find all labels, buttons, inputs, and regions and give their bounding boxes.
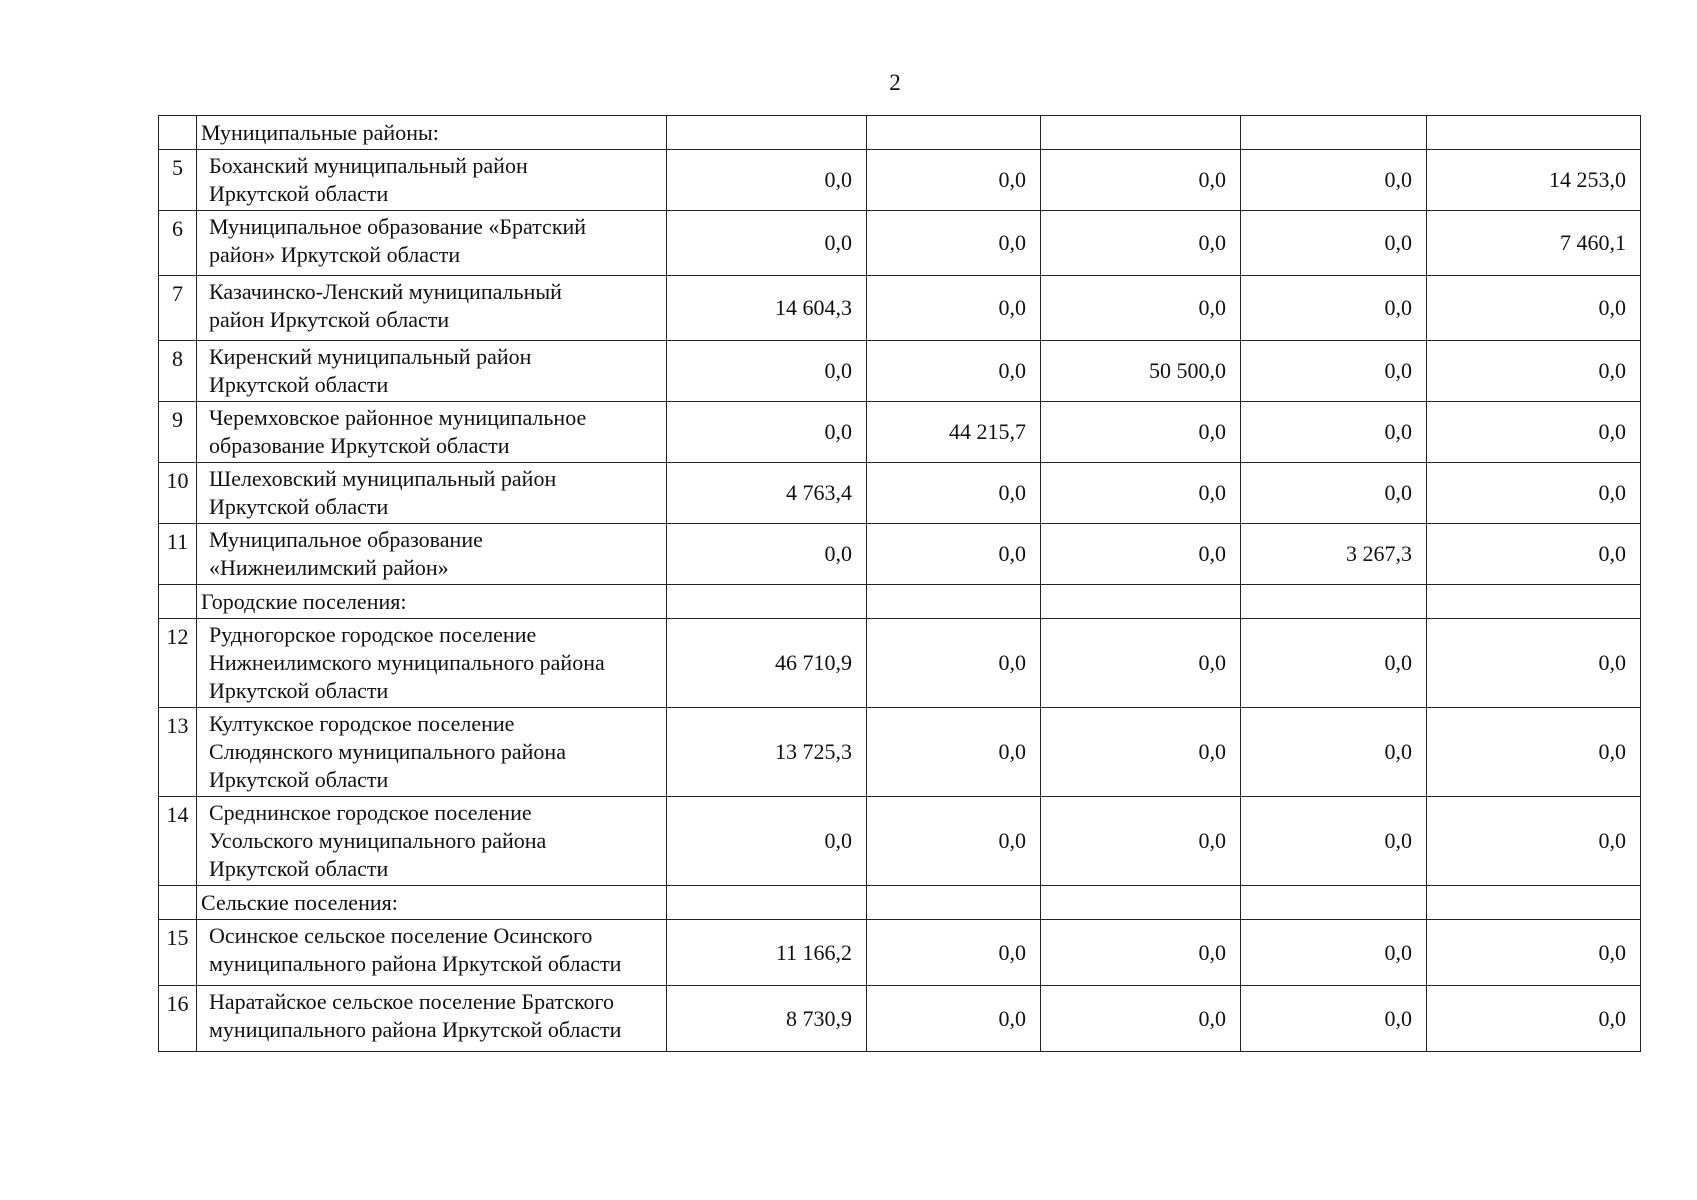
amount-cell: 0,0 bbox=[1427, 524, 1641, 585]
section-empty-cell bbox=[1041, 886, 1241, 920]
amount-cell: 0,0 bbox=[1427, 402, 1641, 463]
municipality-name bbox=[197, 797, 667, 886]
amount-cell: 0,0 bbox=[867, 797, 1041, 886]
section-number-cell bbox=[159, 585, 197, 619]
amount-cell: 14 604,3 bbox=[667, 276, 867, 341]
municipality-name-line: Култукское городское поселение bbox=[209, 711, 515, 736]
section-empty-cell bbox=[1427, 116, 1641, 150]
table-row bbox=[159, 708, 1641, 797]
row-number: 11 bbox=[159, 524, 197, 585]
amount-cell: 0,0 bbox=[1041, 797, 1241, 886]
amount-cell: 0,0 bbox=[1427, 276, 1641, 341]
municipality-name bbox=[197, 341, 667, 402]
amount-cell: 0,0 bbox=[1241, 986, 1427, 1052]
section-title: Муниципальные районы: bbox=[197, 116, 667, 150]
amount-cell: 0,0 bbox=[1041, 463, 1241, 524]
funding-table bbox=[158, 115, 1641, 1052]
municipality-name-line: муниципального района Иркутской области bbox=[209, 951, 622, 976]
municipality-name-line: Иркутской области bbox=[209, 767, 389, 792]
page-number: 2 bbox=[889, 70, 901, 95]
amount-cell: 0,0 bbox=[1041, 150, 1241, 211]
amount-cell: 0,0 bbox=[1041, 619, 1241, 708]
row-number: 14 bbox=[159, 797, 197, 886]
row-number: 16 bbox=[159, 986, 197, 1052]
municipality-name bbox=[197, 524, 667, 585]
amount-cell: 0,0 bbox=[867, 341, 1041, 402]
municipality-name bbox=[197, 402, 667, 463]
table-row bbox=[159, 797, 1641, 886]
table-row bbox=[159, 402, 1641, 463]
amount-cell: 0,0 bbox=[1041, 920, 1241, 986]
row-number: 7 bbox=[159, 276, 197, 341]
amount-cell: 7 460,1 bbox=[1427, 211, 1641, 276]
municipality-name-line: Иркутской области bbox=[209, 856, 389, 881]
amount-cell: 44 215,7 bbox=[867, 402, 1041, 463]
section-empty-cell bbox=[667, 585, 867, 619]
municipality-name-line: Боханский муниципальный район bbox=[209, 153, 528, 178]
section-empty-cell bbox=[867, 585, 1041, 619]
municipality-name bbox=[197, 276, 667, 341]
amount-cell: 13 725,3 bbox=[667, 708, 867, 797]
amount-cell: 0,0 bbox=[867, 463, 1041, 524]
amount-cell: 0,0 bbox=[867, 150, 1041, 211]
section-empty-cell bbox=[1241, 116, 1427, 150]
amount-cell: 0,0 bbox=[1241, 708, 1427, 797]
municipality-name bbox=[197, 920, 667, 986]
municipality-name bbox=[197, 708, 667, 797]
municipality-name-line: Среднинское городское поселение bbox=[209, 800, 532, 825]
municipality-name-line: образование Иркутской области bbox=[209, 433, 510, 458]
municipality-name-line: Муниципальное образование «Братский bbox=[209, 214, 587, 239]
amount-cell: 0,0 bbox=[1427, 341, 1641, 402]
section-empty-cell bbox=[1427, 886, 1641, 920]
amount-cell: 0,0 bbox=[1427, 986, 1641, 1052]
row-number: 9 bbox=[159, 402, 197, 463]
section-title: Сельские поселения: bbox=[197, 886, 667, 920]
amount-cell: 0,0 bbox=[867, 920, 1041, 986]
row-number: 15 bbox=[159, 920, 197, 986]
amount-cell: 0,0 bbox=[667, 150, 867, 211]
section-empty-cell bbox=[1241, 585, 1427, 619]
amount-cell: 0,0 bbox=[1241, 341, 1427, 402]
row-number: 13 bbox=[159, 708, 197, 797]
amount-cell: 0,0 bbox=[667, 797, 867, 886]
amount-cell: 0,0 bbox=[1241, 920, 1427, 986]
amount-cell: 8 730,9 bbox=[667, 986, 867, 1052]
municipality-name bbox=[197, 463, 667, 524]
amount-cell: 46 710,9 bbox=[667, 619, 867, 708]
municipality-name-line: Иркутской области bbox=[209, 372, 389, 397]
amount-cell: 0,0 bbox=[867, 276, 1041, 341]
amount-cell: 0,0 bbox=[1041, 986, 1241, 1052]
amount-cell: 0,0 bbox=[1427, 797, 1641, 886]
table-row bbox=[159, 276, 1641, 341]
amount-cell: 0,0 bbox=[1241, 402, 1427, 463]
table-row bbox=[159, 341, 1641, 402]
row-number: 12 bbox=[159, 619, 197, 708]
amount-cell: 0,0 bbox=[1241, 150, 1427, 211]
section-empty-cell bbox=[1241, 886, 1427, 920]
amount-cell: 0,0 bbox=[667, 524, 867, 585]
table-row bbox=[159, 463, 1641, 524]
amount-cell: 0,0 bbox=[1241, 797, 1427, 886]
amount-cell: 0,0 bbox=[1041, 211, 1241, 276]
amount-cell: 0,0 bbox=[867, 619, 1041, 708]
municipality-name-line: Наратайское сельское поселение Братского bbox=[209, 989, 615, 1014]
section-header-row bbox=[159, 116, 1641, 150]
amount-cell: 0,0 bbox=[1427, 463, 1641, 524]
municipality-name-line: Киренский муниципальный район bbox=[209, 344, 532, 369]
section-header-row bbox=[159, 585, 1641, 619]
municipality-name-line: Иркутской области bbox=[209, 494, 389, 519]
section-header-row bbox=[159, 886, 1641, 920]
municipality-name bbox=[197, 986, 667, 1052]
amount-cell: 0,0 bbox=[1427, 920, 1641, 986]
table-row bbox=[159, 211, 1641, 276]
table-row bbox=[159, 920, 1641, 986]
amount-cell: 50 500,0 bbox=[1041, 341, 1241, 402]
municipality-name-line: муниципального района Иркутской области bbox=[209, 1017, 622, 1042]
amount-cell: 0,0 bbox=[1427, 619, 1641, 708]
municipality-name-line: Иркутской области bbox=[209, 181, 389, 206]
municipality-name-line: «Нижнеилимский район» bbox=[209, 555, 449, 580]
table-row bbox=[159, 524, 1641, 585]
municipality-name-line: район» Иркутской области bbox=[209, 242, 461, 267]
row-number: 10 bbox=[159, 463, 197, 524]
municipality-name-line: Осинское сельское поселение Осинского bbox=[209, 923, 593, 948]
municipality-name-line: Нижнеилимского муниципального района bbox=[209, 650, 605, 675]
row-number: 6 bbox=[159, 211, 197, 276]
amount-cell: 0,0 bbox=[867, 708, 1041, 797]
amount-cell: 3 267,3 bbox=[1241, 524, 1427, 585]
amount-cell: 0,0 bbox=[1241, 619, 1427, 708]
section-empty-cell bbox=[867, 116, 1041, 150]
amount-cell: 0,0 bbox=[1041, 708, 1241, 797]
section-empty-cell bbox=[867, 886, 1041, 920]
section-number-cell bbox=[159, 886, 197, 920]
municipality-name bbox=[197, 150, 667, 211]
amount-cell: 14 253,0 bbox=[1427, 150, 1641, 211]
amount-cell: 4 763,4 bbox=[667, 463, 867, 524]
amount-cell: 0,0 bbox=[1041, 402, 1241, 463]
section-number-cell bbox=[159, 116, 197, 150]
amount-cell: 0,0 bbox=[1241, 211, 1427, 276]
municipality-name-line: Слюдянского муниципального района bbox=[209, 739, 566, 764]
amount-cell: 0,0 bbox=[867, 211, 1041, 276]
section-title: Городские поселения: bbox=[197, 585, 667, 619]
table-row bbox=[159, 150, 1641, 211]
amount-cell: 0,0 bbox=[867, 986, 1041, 1052]
section-empty-cell bbox=[667, 886, 867, 920]
amount-cell: 0,0 bbox=[1241, 463, 1427, 524]
section-empty-cell bbox=[1041, 116, 1241, 150]
amount-cell: 0,0 bbox=[1041, 276, 1241, 341]
municipality-name-line: район Иркутской области bbox=[209, 307, 450, 332]
municipality-name-line: Муниципальное образование bbox=[209, 527, 483, 552]
section-empty-cell bbox=[667, 116, 867, 150]
amount-cell: 0,0 bbox=[1241, 276, 1427, 341]
amount-cell: 0,0 bbox=[667, 402, 867, 463]
section-empty-cell bbox=[1427, 585, 1641, 619]
municipality-name-line: Шелеховский муниципальный район bbox=[209, 466, 557, 491]
table-row bbox=[159, 986, 1641, 1052]
municipality-name-line: Черемховское районное муниципальное bbox=[209, 405, 587, 430]
municipality-name-line: Усольского муниципального района bbox=[209, 828, 547, 853]
amount-cell: 0,0 bbox=[667, 341, 867, 402]
amount-cell: 0,0 bbox=[867, 524, 1041, 585]
municipality-name-line: Иркутской области bbox=[209, 678, 389, 703]
municipality-name bbox=[197, 619, 667, 708]
amount-cell: 0,0 bbox=[1427, 708, 1641, 797]
amount-cell: 0,0 bbox=[1041, 524, 1241, 585]
municipality-name bbox=[197, 211, 667, 276]
amount-cell: 0,0 bbox=[667, 211, 867, 276]
row-number: 5 bbox=[159, 150, 197, 211]
municipality-name-line: Рудногорское городское поселение bbox=[209, 622, 537, 647]
table-row bbox=[159, 619, 1641, 708]
amount-cell: 11 166,2 bbox=[667, 920, 867, 986]
row-number: 8 bbox=[159, 341, 197, 402]
municipality-name-line: Казачинско-Ленский муниципальный bbox=[209, 279, 562, 304]
section-empty-cell bbox=[1041, 585, 1241, 619]
